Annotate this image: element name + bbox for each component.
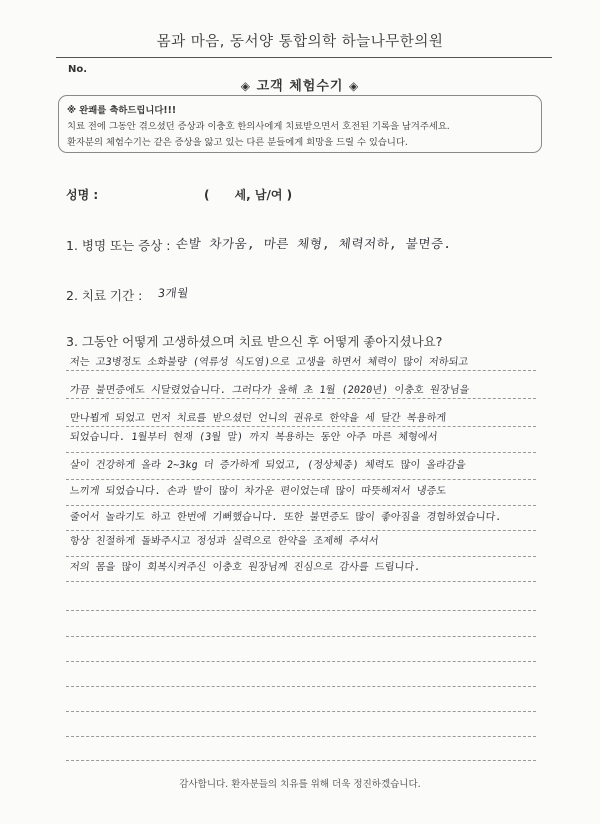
- answer-rule: [66, 581, 536, 582]
- form-title: 고객 체험수기: [256, 79, 344, 94]
- instruction-box: [58, 95, 542, 153]
- q1-answer: 손발 차가움, 마른 체형, 체력저하, 불면증.: [175, 236, 453, 251]
- answer-rule: [66, 398, 536, 399]
- notice-congrats: ※ 완쾌를 축하드립니다!!!: [67, 105, 177, 116]
- q2-answer: 3개월: [157, 286, 190, 300]
- essay-line: 느끼게 되었습니다. 손과 발이 많이 차가운 편이었는데 많이 따뜻해져서 냉증도: [69, 486, 447, 497]
- essay-line: 가끔 불면증에도 시달렸었습니다. 그러다가 올해 초 1월 (2020년) 이충호 원장님을: [69, 385, 470, 396]
- header-divider: [56, 57, 552, 58]
- diamond-icon: ◈: [240, 79, 252, 93]
- answer-rule: [66, 610, 536, 611]
- answer-rule: [66, 452, 536, 453]
- essay-line: 살이 건강하게 올라 2~3kg 더 증가하게 되었고, (정상체중) 체력도 많이 올라감을: [69, 460, 467, 471]
- answer-rule: [66, 661, 536, 662]
- form-number-label: No.: [68, 64, 88, 75]
- name-label: 성명 :: [66, 188, 99, 202]
- essay-line: 만나뵙게 되었고 먼저 치료를 받으셨던 언니의 권유로 한약을 세 달간 복용하게: [69, 413, 447, 424]
- answer-rule: [66, 736, 536, 737]
- answer-rule: [66, 370, 536, 371]
- essay-line: 항상 친절하게 돌봐주시고 정성과 실력으로 한약을 조제해 주셔서: [69, 536, 380, 547]
- form-title-row: [0, 75, 600, 94]
- essay-line: 줄어서 놀라기도 하고 한번에 기뻐했습니다. 또한 불면증도 많이 좋아짐을 경험하였습니다.: [69, 512, 502, 523]
- q3-label: 3. 그동안 어떻게 고생하셨으며 치료 받으신 후 어떻게 좋아지셨나요?: [66, 334, 443, 349]
- age-sex-label: ( 세, 남/여 ): [204, 188, 293, 202]
- answer-rule: [66, 426, 536, 427]
- answer-rule: [66, 636, 536, 637]
- diamond-icon: ◈: [348, 79, 360, 93]
- q2-label: 2. 치료 기간 :: [66, 288, 143, 303]
- essay-line: 되었습니다. 1월부터 현재 (3월 말) 까지 복용하는 동안 아주 마른 체형에서: [69, 432, 438, 443]
- notice-hope: 환자분의 체험수기는 같은 증상을 앓고 있는 다른 분들에게 희망을 드릴 수 있습니다.: [67, 137, 408, 148]
- answer-rule: [66, 479, 536, 480]
- answer-rule: [66, 686, 536, 687]
- answer-rule: [66, 760, 536, 761]
- essay-line: 저의 몸을 많이 회복시켜주신 이충호 원장님께 진심으로 감사를 드립니다.: [69, 562, 421, 573]
- answer-rule: [66, 711, 536, 712]
- answer-rule: [66, 556, 536, 557]
- answer-rule: [66, 530, 536, 531]
- notice-instruction: 치료 전에 그동안 겪으셨던 증상과 이충호 한의사에게 치료받으면서 호전된 기록을 남겨주세요.: [67, 121, 450, 132]
- answer-rule: [66, 505, 536, 506]
- essay-line: 저는 고3병정도 소화불량 (역류성 식도염)으로 고생을 하면서 체력이 많이 저하되고: [69, 357, 469, 368]
- footer-thanks: 감사합니다. 환자분들의 치유를 위해 더욱 정진하겠습니다.: [179, 779, 421, 790]
- q1-label: 1. 병명 또는 증상 :: [66, 238, 171, 253]
- clinic-name: 몸과 마음, 동서양 통합의학 하늘나무한의원: [156, 34, 444, 50]
